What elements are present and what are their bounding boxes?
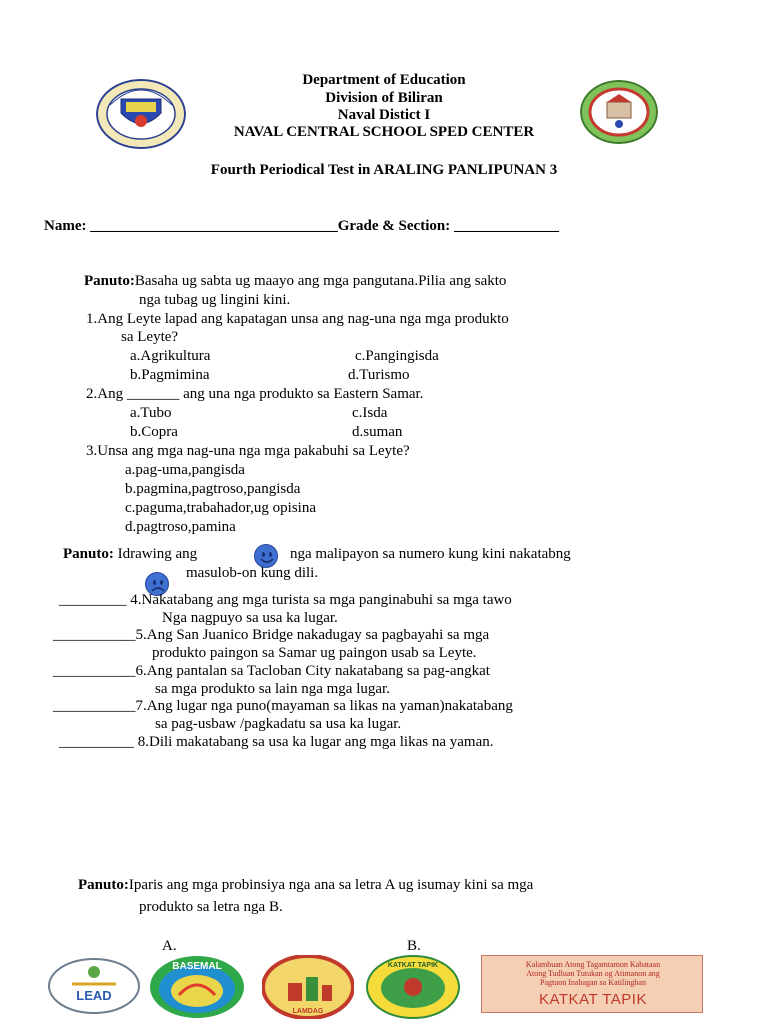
q2-option-d[interactable]: d.suman: [352, 424, 403, 440]
banner-line-3: Pagtuon Inabagan sa Katilingban: [540, 978, 646, 987]
q1-option-d[interactable]: d.Turismo: [348, 367, 410, 383]
q1-option-a[interactable]: a.Agrikultura: [130, 348, 211, 364]
lead-logo: [48, 958, 140, 1014]
answer-blank[interactable]: ___________: [53, 698, 136, 714]
item-8: [59, 734, 493, 751]
q1-option-c[interactable]: c.Pangingisda: [355, 348, 439, 364]
question-2: 2.Ang _______ ang una nga produkto sa Eastern Samar.: [86, 386, 424, 402]
header-district: Naval Distict I: [337, 107, 431, 123]
item-7: [53, 698, 513, 715]
panuto-label: Panuto:: [84, 273, 135, 289]
instructions-2: [63, 546, 197, 563]
instructions-2-text: nga malipayon sa numero kung kini nakatabng: [290, 546, 571, 562]
item-text: 7.Ang lugar nga puno(mayaman sa likas na yaman)nakatabang: [135, 698, 513, 714]
test-title: Fourth Periodical Test in ARALING PANLIPUNAN 3: [210, 162, 558, 178]
item-text: 6.Ang pantalan sa Tacloban City nakatabang sa pag-angkat: [135, 663, 490, 679]
q3-option-b[interactable]: b.pagmina,pagtroso,pangisda: [125, 481, 301, 497]
instructions-1: [84, 273, 506, 290]
q3-option-c[interactable]: c.paguma,trabahador,ug opisina: [125, 500, 317, 516]
answer-blank[interactable]: ___________: [53, 627, 136, 643]
q1-option-b[interactable]: b.Pagmimina: [130, 367, 210, 383]
item-4: [59, 592, 512, 609]
basemal-logo: [149, 955, 245, 1019]
question-1-cont: sa Leyte?: [121, 329, 179, 345]
katkat-tapik-banner: [481, 955, 703, 1013]
lamdag-logo-text: LAMDAG: [292, 1008, 324, 1015]
item-4-cont: Nga nagpuyo sa usa ka lugar.: [162, 610, 338, 626]
katkat-logo-text: KATKAT TAPIK: [387, 962, 439, 969]
panuto-label: Panuto:: [63, 546, 114, 562]
item-7-cont: sa pag-usbaw /pagkadatu sa usa ka lugar.: [155, 716, 402, 732]
header-department: Department of Education: [302, 72, 466, 88]
banner-line-2: Atong Tudluan Tutukan og Atimanon ang: [526, 969, 660, 978]
lamdag-logo: [262, 955, 354, 1019]
name-blank[interactable]: _________________________________: [90, 218, 338, 234]
katkat-tapik-logo: [366, 955, 460, 1019]
item-5: [53, 627, 489, 644]
item-6-cont: sa mga produkto sa lain nga mga lugar.: [155, 681, 390, 697]
q3-option-a[interactable]: a.pag-uma,pangisda: [125, 462, 245, 478]
q2-option-c[interactable]: c.Isda: [352, 405, 388, 421]
panuto-label: Panuto:: [78, 877, 129, 893]
header-division: Division of Biliran: [325, 90, 443, 106]
item-5-cont: produkto paingon sa Samar ug paingon usab sa Leyte.: [152, 645, 477, 661]
instructions-2-cont: masulob-on kung dili.: [186, 565, 319, 581]
basemal-logo-text: BASEMAL: [172, 961, 222, 972]
q2-option-a[interactable]: a.Tubo: [130, 405, 172, 421]
banner-line-1: Kalambuan Atong Tagamtamon Kabataan: [525, 960, 661, 969]
item-text: 8.Dili makatabang sa usa ka lugar ang mga likas na yaman.: [134, 734, 494, 750]
q2-option-b[interactable]: b.Copra: [130, 424, 178, 440]
banner-title: KATKAT TAPIK: [539, 991, 647, 1008]
item-6: [53, 663, 490, 680]
panuto-text: Iparis ang mga probinsiya nga ana sa letra A ug isumay kini sa mga: [128, 877, 534, 893]
instructions-1-cont: nga tubag ug lingini kini.: [139, 292, 291, 308]
item-text: 5.Ang San Juanico Bridge nakadugay sa pagbayahi sa mga: [135, 627, 490, 643]
name-line: [44, 218, 559, 235]
q3-option-d[interactable]: d.pagtroso,pamina: [125, 519, 236, 535]
panuto-text-a: Idrawing ang: [117, 546, 198, 562]
question-3: 3.Unsa ang mga nag-una nga mga pakabuhi sa Leyte?: [86, 443, 410, 459]
instructions-3-cont: produkto sa letra nga B.: [139, 899, 283, 915]
name-label: Name:: [44, 218, 87, 234]
grade-section-label: Grade & Section:: [337, 218, 451, 234]
panuto-text: Basaha ug sabta ug maayo ang mga pangutana.Pilia ang sakto: [134, 273, 507, 289]
question-1: 1.Ang Leyte lapad ang kapatagan unsa ang nag-una nga mga produkto: [86, 311, 509, 327]
header-school-name: NAVAL CENTRAL SCHOOL SPED CENTER: [233, 124, 535, 140]
grade-section-blank[interactable]: ______________: [453, 218, 559, 234]
column-b-label: B.: [407, 938, 421, 954]
column-a-label: A.: [162, 938, 177, 954]
answer-blank[interactable]: ___________: [53, 663, 136, 679]
answer-blank[interactable]: __________: [59, 734, 134, 750]
lead-logo-text: LEAD: [76, 988, 112, 1003]
item-text: 4.Nakatabang ang mga turista sa mga panginabuhi sa mga tawo: [126, 592, 512, 608]
answer-blank[interactable]: _________: [59, 592, 127, 608]
instructions-3: [78, 877, 533, 894]
